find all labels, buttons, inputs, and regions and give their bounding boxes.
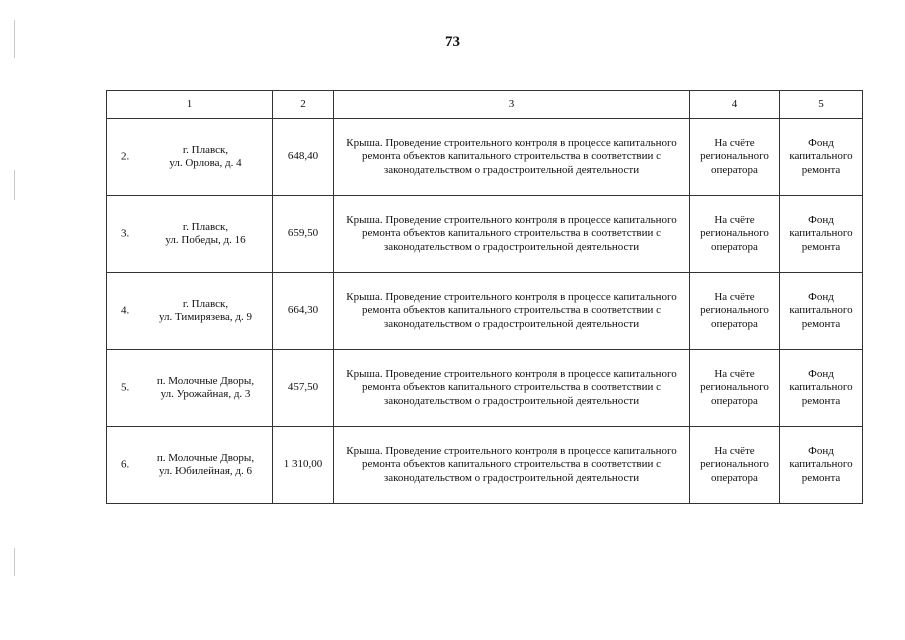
source-line-3: ремонта xyxy=(801,317,841,330)
address-cell xyxy=(107,350,273,427)
account-line-3: оператора xyxy=(711,471,758,484)
column-header: 5 xyxy=(780,91,863,119)
table-header-row xyxy=(107,91,863,119)
table-row xyxy=(107,196,863,273)
source-line-1: Фонд xyxy=(808,136,834,149)
source-line-1: Фонд xyxy=(808,290,834,303)
account-line-1: На счёте xyxy=(714,213,755,226)
account-line-3: оператора xyxy=(711,394,758,407)
source-line-1: Фонд xyxy=(808,213,834,226)
row-number: 5. xyxy=(121,381,130,394)
area-cell: 664,30 xyxy=(273,273,334,350)
account-line-2: регионального xyxy=(700,304,769,317)
account-cell xyxy=(690,273,780,350)
row-number: 4. xyxy=(121,304,130,317)
address-cell xyxy=(107,196,273,273)
row-number: 6. xyxy=(121,458,130,471)
source-line-2: капитального xyxy=(789,304,853,317)
source-line-1: Фонд xyxy=(808,367,834,380)
area-cell: 648,40 xyxy=(273,119,334,196)
page-number: 73 xyxy=(445,34,460,50)
table-row xyxy=(107,273,863,350)
account-line-3: оператора xyxy=(711,317,758,330)
row-number: 2. xyxy=(121,150,130,163)
table-row xyxy=(107,427,863,504)
column-header: 2 xyxy=(273,91,334,119)
area-cell: 1 310,00 xyxy=(273,427,334,504)
work-description-cell: Крыша. Проведение строительного контроля в процессе капитального ремонта объектов капитального строительства в соответствии с законодательством о градостроительной деятельности xyxy=(334,427,690,504)
work-description-cell: Крыша. Проведение строительного контроля в процессе капитального ремонта объектов капитального строительства в соответствии с законодательством о градостроительной деятельности xyxy=(334,273,690,350)
row-number: 3. xyxy=(121,227,130,240)
source-line-2: капитального xyxy=(789,458,853,471)
account-line-2: регионального xyxy=(700,458,769,471)
address-line-1: г. Плавск, xyxy=(182,220,229,233)
address-line-2: ул. Урожайная, д. 3 xyxy=(160,388,251,400)
column-header: 1 xyxy=(107,91,273,119)
account-line-2: регионального xyxy=(700,381,769,394)
account-line-1: На счёте xyxy=(714,290,755,303)
address-cell xyxy=(107,427,273,504)
account-cell xyxy=(690,196,780,273)
account-cell xyxy=(690,119,780,196)
source-line-3: ремонта xyxy=(801,471,841,484)
account-line-2: регионального xyxy=(700,227,769,240)
scan-mark xyxy=(14,20,15,58)
funding-source-cell xyxy=(780,273,863,350)
address-line-2: ул. Юбилейная, д. 6 xyxy=(159,465,252,477)
funding-source-cell xyxy=(780,119,863,196)
address-cell xyxy=(107,119,273,196)
account-line-1: На счёте xyxy=(714,444,755,457)
works-table xyxy=(106,90,863,504)
source-line-2: капитального xyxy=(789,381,853,394)
address-line-1: п. Молочные Дворы, xyxy=(156,374,255,387)
account-cell xyxy=(690,427,780,504)
scan-mark xyxy=(14,548,15,576)
account-line-1: На счёте xyxy=(714,136,755,149)
work-description-cell: Крыша. Проведение строительного контроля в процессе капитального ремонта объектов капитального строительства в соответствии с законодательством о градостроительной деятельности xyxy=(334,350,690,427)
address-line-1: г. Плавск, xyxy=(182,297,229,310)
account-line-3: оператора xyxy=(711,163,758,176)
work-description-cell: Крыша. Проведение строительного контроля в процессе капитального ремонта объектов капитального строительства в соответствии с законодательством о градостроительной деятельности xyxy=(334,119,690,196)
account-line-3: оператора xyxy=(711,240,758,253)
work-description-cell: Крыша. Проведение строительного контроля в процессе капитального ремонта объектов капитального строительства в соответствии с законодательством о градостроительной деятельности xyxy=(334,196,690,273)
source-line-3: ремонта xyxy=(801,240,841,253)
source-line-2: капитального xyxy=(789,150,853,163)
source-line-3: ремонта xyxy=(801,394,841,407)
table-row xyxy=(107,119,863,196)
account-cell xyxy=(690,350,780,427)
table-row xyxy=(107,350,863,427)
area-cell: 457,50 xyxy=(273,350,334,427)
scan-mark xyxy=(14,170,15,200)
account-line-1: На счёте xyxy=(714,367,755,380)
column-header: 3 xyxy=(334,91,690,119)
area-cell: 659,50 xyxy=(273,196,334,273)
funding-source-cell xyxy=(780,196,863,273)
address-line-1: п. Молочные Дворы, xyxy=(156,451,255,464)
address-line-1: г. Плавск, xyxy=(182,143,229,156)
address-line-2: ул. Тимирязева, д. 9 xyxy=(158,311,252,323)
source-line-3: ремонта xyxy=(801,163,841,176)
address-line-2: ул. Победы, д. 16 xyxy=(165,234,246,246)
column-header: 4 xyxy=(690,91,780,119)
source-line-1: Фонд xyxy=(808,444,834,457)
funding-source-cell xyxy=(780,427,863,504)
funding-source-cell xyxy=(780,350,863,427)
account-line-2: регионального xyxy=(700,150,769,163)
address-cell xyxy=(107,273,273,350)
source-line-2: капитального xyxy=(789,227,853,240)
address-line-2: ул. Орлова, д. 4 xyxy=(169,157,242,169)
